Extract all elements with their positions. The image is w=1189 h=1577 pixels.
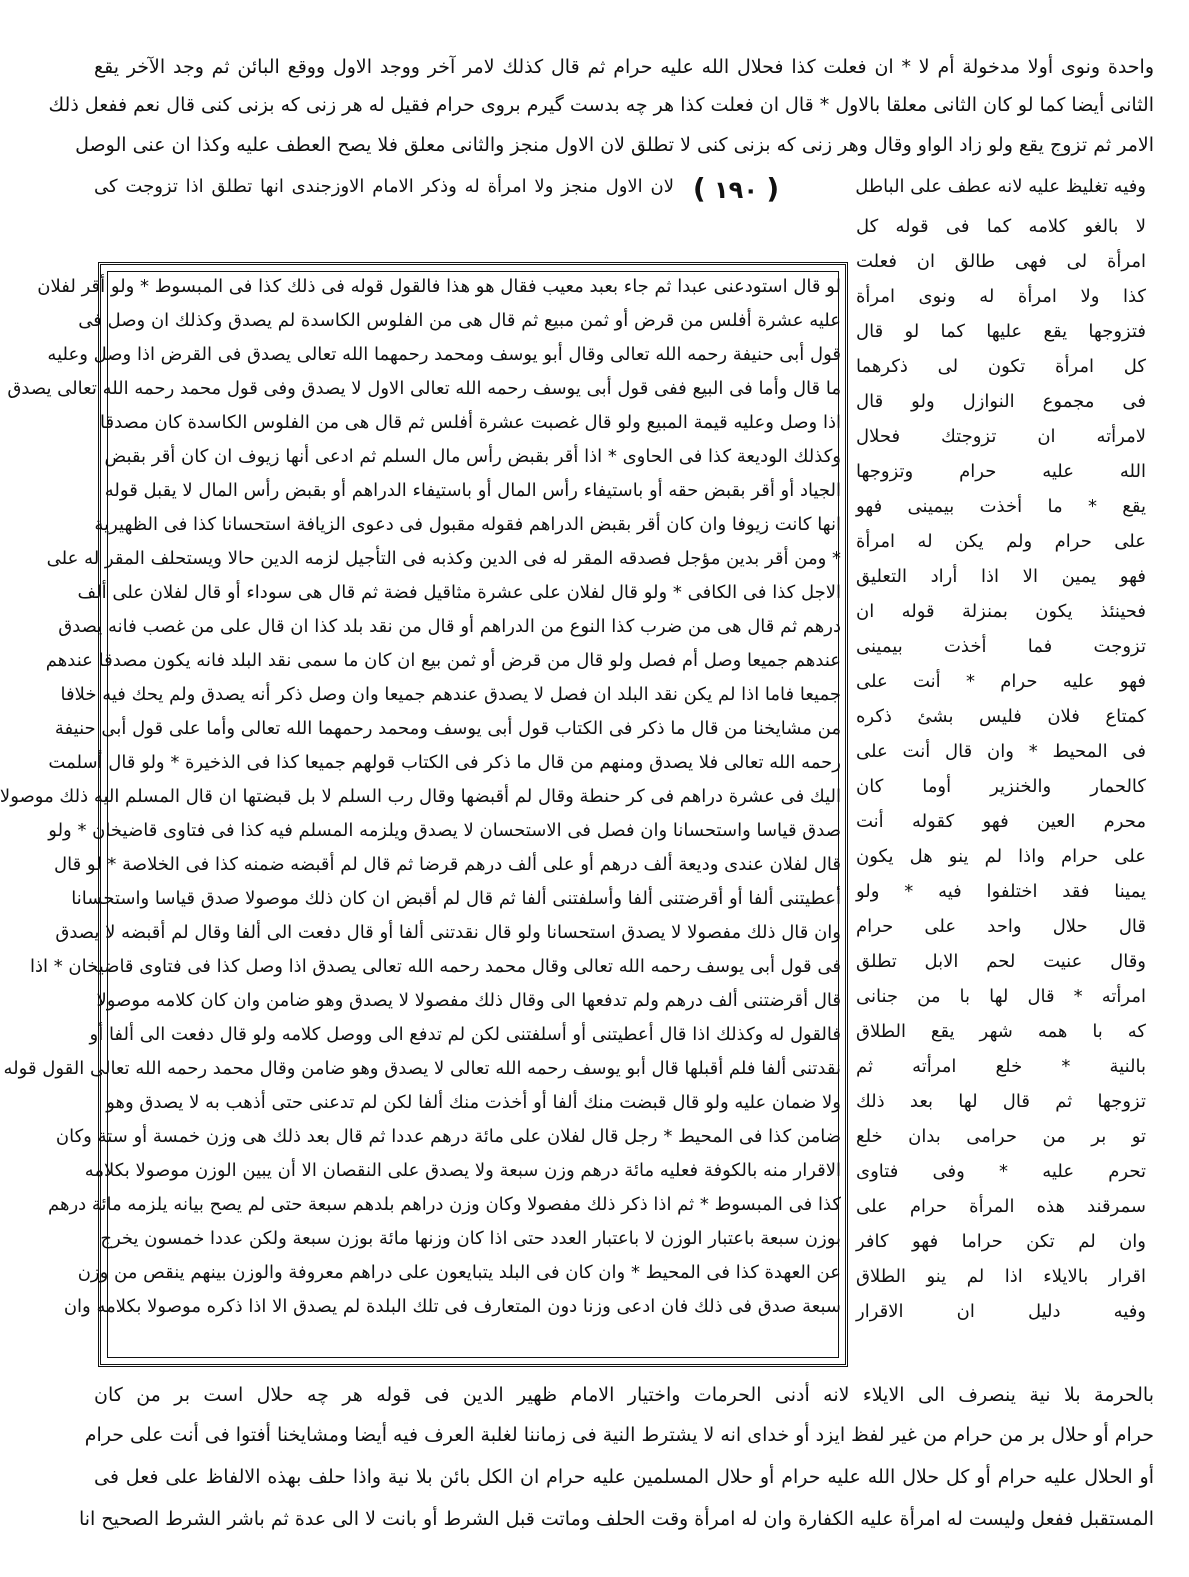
text-line: الله عليه حرام وتزوجها [856,461,1146,482]
text-line: أعطيتنى ألفا أو أقرضتنى ألفا وأسلفتنى ألفا ثم قال لم أقبض ان كان ذلك موصولا صدق قياسا واستحسانا [71,888,841,909]
text-line: وان لم تكن حراما فهو كافر [856,1231,1146,1252]
text-line: يمينا فقد اختلفوا فيه * ولو [856,881,1146,902]
text-line: تزوجها ثم قال لها بعد ذلك [856,1091,1146,1112]
text-line: صدق قياسا واستحسانا وان فصل فى الاستحسان لا يصدق ويلزمه المسلم فيه كذا فى فتاوى قاضيخان * ولو [48,820,841,841]
text-line: كه با همه شهر يقع الطلاق [856,1021,1146,1042]
text-line: فهو يمين الا اذا أراد التعليق [856,566,1146,587]
text-line: عندهم جميعا وصل أم فصل ولو قال من قرض أو ثمن بيع ان كان ما سمى نقد البلد فانه يكون مصدقا عندهم [45,650,841,671]
text-line: امرأة لى فهى طالق ان فعلت [856,251,1146,272]
text-line: يقع * ما أخذت بيمينى فهو [856,496,1146,517]
text-line: بوزن سبعة باعتبار الوزن لا باعتبار العدد حتى اذا كان وزنها مائة بوزن سبعة ولكن عددا خمسون يخرج [100,1228,841,1249]
text-line: الامر ثم تزوج يقع ولو زاد الواو وقال وهر زنى كه بزنى كنى لا تطلق لان الاول منجز والثانى معلق فلا يصح العطف عليه وكذا ان عنى الوصل [75,134,1154,156]
text-line: قال حلال واحد على حرام [856,916,1146,937]
text-line: قول أبى حنيفة رحمه الله تعالى وقال أبو يوسف ومحمد رحمهما الله تعالى يصدق فى القرض اذا وصل وعليه [47,344,841,365]
text-line: كذا فى المبسوط * ثم اذا ذكر ذلك مفصولا وكان وزن دراهم بلدهم سبعة حتى لم يصح بيانه يلزمه مائة درهم [48,1194,841,1215]
text-line: ولا ضمان عليه ولو قال قبضت منك ألفا أو أخذت منك ألفا لكن لم تدعنى حتى أذهب به لا يصدق وهو [106,1092,841,1113]
text-line: الثانى أيضا كما لو كان الثانى معلقا بالاول * قال ان فعلت كذا هر چه بدست گيرم بروى حرام فقيل له هر زنى كه بزنى كنى قال نعم ففعل ذلك [48,94,1154,116]
text-line: على حرام ولم يكن له امرأة [856,531,1146,552]
text-line: بالحرمة بلا نية ينصرف الى الايلاء لانه أدنى الحرمات واختيار الامام ظهير الدين فى قوله هر چه حلال است بر من كان [94,1384,1154,1406]
text-line: وقال عنيت لحم الابل تطلق [856,951,1146,972]
text-line: كمتاع فلان فليس بشئ ذكره [856,706,1146,727]
text-line: ضامن كذا فى المحيط * رجل قال لفلان على مائة درهم عددا ثم قال بعد ذلك هى وزن خمسة أو ستة وكان [55,1126,841,1147]
text-line: فى مجموع النوازل ولو قال [856,391,1146,412]
text-line: بالنية * خلع امرأته ثم [856,1056,1146,1077]
text-line: لا بالغو كلامه كما فى قوله كل [856,216,1146,237]
text-line: اليك فى عشرة دراهم فى كر حنطة وقال لم أقبضها وقال رب السلم لا بل قبضتها ان قال المسلم اليه ذلك موصولا [0,786,841,807]
text-line: نقدتنى ألفا فلم أقبلها قال أبو يوسف رحمه الله تعالى لا يصدق وهو ضامن وقال محمد رحمه الله تعالى القول قوله [3,1058,841,1079]
text-line: فتزوجها يقع عليها كما لو قال [856,321,1146,342]
text-line: على حرام واذا لم ينو هل يكون [856,846,1146,867]
text-line: أو الحلال عليه حرام أو كل حلال الله عليه حرام أو حلال المسلمين عليه حرام ان الكل بائن بلا نية واذا حلف بهذه الالفاظ على فعل فى [94,1466,1154,1488]
text-line: درهم ثم قال هى من ضرب كذا النوع من الدراهم أو قال من نقد بلد كذا ان قال على من غصب فانه يصدق [58,616,841,637]
page-number-value: ١٩٠ [714,176,758,204]
text-line: محرم العين فهو كقوله أنت [856,811,1146,832]
text-line: فى قول أبى يوسف رحمه الله تعالى وقال محمد رحمه الله تعالى يصدق اذا وصل كذا فى فتاوى قاضيخان * اذا [29,956,841,977]
text-line: الاقرار منه بالكوفة فعليه مائة درهم وزن سبعة ولا يصدق على النقصان الا أن يبين الوزن موصولا بكلامه [84,1160,841,1181]
text-line: فى المحيط * وان قال أنت على [856,741,1146,762]
text-line: فالقول له وكذلك اذا قال أعطيتنى أو أسلفتنى لكن لم تدفع الى ووصل كلامه ولو قال دفعت الى ألفا أو [89,1024,841,1045]
text-line: امرأته * قال لها با من جنانى [856,986,1146,1007]
text-line: كالحمار والخنزير أوما كان [856,776,1146,797]
text-line: * ومن أقر بدين مؤجل فصدقه المقر له فى الدين وكذبه فى التأجيل لزمه الدين حالا ويستحلف المقر له على [46,548,841,569]
text-line: وفيه تغليظ عليه لانه عطف على الباطل [855,176,1146,197]
text-line: وان قال ذلك مفصولا لا يصدق استحسانا ولو قال نقدتنى ألفا أو قال دفعت الى ألفا وقال لم أقبضه لا يصدق [55,922,841,943]
text-line: تحرم عليه * وفى فتاوى [856,1161,1146,1182]
text-line: لو قال استودعنى عبدا ثم جاء بعبد معيب فقال هو هذا فالقول قوله فى ذلك كذا فى المبسوط * ولو أقر لفلان [37,276,841,297]
text-line: الاجل كذا فى الكافى * ولو قال لفلان على عشرة مثاقيل فضة ثم قال هى سوداء أو قال لفلان على ألف [77,582,841,603]
text-line: فهو عليه حرام * أنت على [856,671,1146,692]
text-line: عليه عشرة أفلس من قرض أو ثمن مبيع ثم قال هى من الفلوس الكاسدة لم يصدق وكذلك ان وصل فى [78,310,841,331]
text-line: عن العهدة كذا فى المحيط * وان كان فى البلد يتبايعون على دراهم معروفة والوزن بينهم ينقص من وزن [77,1262,841,1283]
text-line: المستقبل ففعل وليست له امرأة عليه الكفارة وان له امرأة وقت الحلف وماتت قبل الشرط أو بانت لا الى عدة ثم باشر الشرط الصحيح انا [78,1508,1154,1530]
text-line: سبعة صدق فى ذلك فان ادعى وزنا دون المتعارف فى تلك البلدة لم يصدق الا اذا ذكره موصولا بكلامه وان [63,1296,841,1317]
text-line: قال أقرضتنى ألف درهم ولم تدفعها الى وقال ذلك مفصولا لا يصدق وهو ضامن وان كان كلامه موصولا [96,990,841,1011]
text-line: جميعا فاما اذا لم يكن نقد البلد ان فصل لا يصدق عندهم جميعا وان وصل ذكر أنه يصدق ولم يحك فيه خلافا [60,684,841,705]
text-line: لان الاول منجز ولا امرأة له وذكر الامام الاوزجندى انها تطلق اذا تزوجت كى [94,176,674,197]
text-line: اذا وصل وعليه قيمة المبيع ولو قال غصبت عشرة أفلس ثم قال هى من الفلوس الكاسدة كان مصدقا [100,412,841,433]
text-line: اقرار بالايلاء اذا لم ينو الطلاق [856,1266,1146,1287]
text-line: وكذلك الوديعة كذا فى الحاوى * اذا أقر بقبض رأس مال السلم ثم ادعى أنها زيوف ان كان أقر بقبض [104,446,841,467]
text-line: واحدة ونوى أولا مدخولة أم لا * ان فعلت كذا فحلال الله عليه حرام ثم قال كذلك لامر آخر ووجد الاول ووقع البائن ثم وجد الآخر يقع [94,56,1154,78]
text-line: كل امرأة تكون لى ذكرهما [856,356,1146,377]
text-line: قال لفلان عندى وديعة ألف درهم أو على ألف درهم قرضا ثم قال لم أقبضه ضمنه كذا فى الخلاصة * لو قال [54,854,841,875]
text-line: كذا ولا امرأة له ونوى امرأة [856,286,1146,307]
text-line: ما قال وأما فى البيع ففى قول أبى يوسف رحمه الله تعالى الاول لا يصدق وفى قول محمد رحمه الله تعالى يصدق [7,378,841,399]
text-line: الجياد أو أقر بقبض حقه أو باستيفاء رأس المال أو باستيفاء الدراهم أو بقبض رأس المال لا يقبل قوله [104,480,841,501]
text-line: تو بر من حرامى بدان خلع [856,1126,1146,1147]
text-line: من مشايخنا من قال ما ذكر فى الكتاب قول أبى يوسف ومحمد رحمهما الله تعالى وأما على قول أبى حنيفة [54,718,841,739]
text-line: حرام أو حلال بر من حرام من غير لفظ ايزد أو خداى انه لا يشترط النية فى زماننا لغلبة العرف فيه أيضا ومشايخنا أفتوا فى أنت على حرام [84,1424,1154,1446]
text-line: سمرقند هذه المرأة حرام على [856,1196,1146,1217]
text-line: تزوجت فما أخذت بيمينى [856,636,1146,657]
text-line: انها كانت زيوفا وان كان أقر بقبض الدراهم فقوله مقبول فى دعوى الزيافة استحسانا كذا فى الظهيرية [94,514,841,535]
text-line: لامرأته ان تزوجتك فحلال [856,426,1146,447]
text-line: وفيه دليل ان الاقرار [856,1301,1146,1322]
page-number: ( ١٩٠ ) [692,172,780,205]
text-line: رحمه الله تعالى فلا يصدق ومنهم من قال ما ذكر فى الكتاب قولهم جميعا كذا فى الذخيرة * ولو قال أسلمت [48,752,841,773]
text-line: فحينئذ يكون بمنزلة قوله ان [856,601,1146,622]
